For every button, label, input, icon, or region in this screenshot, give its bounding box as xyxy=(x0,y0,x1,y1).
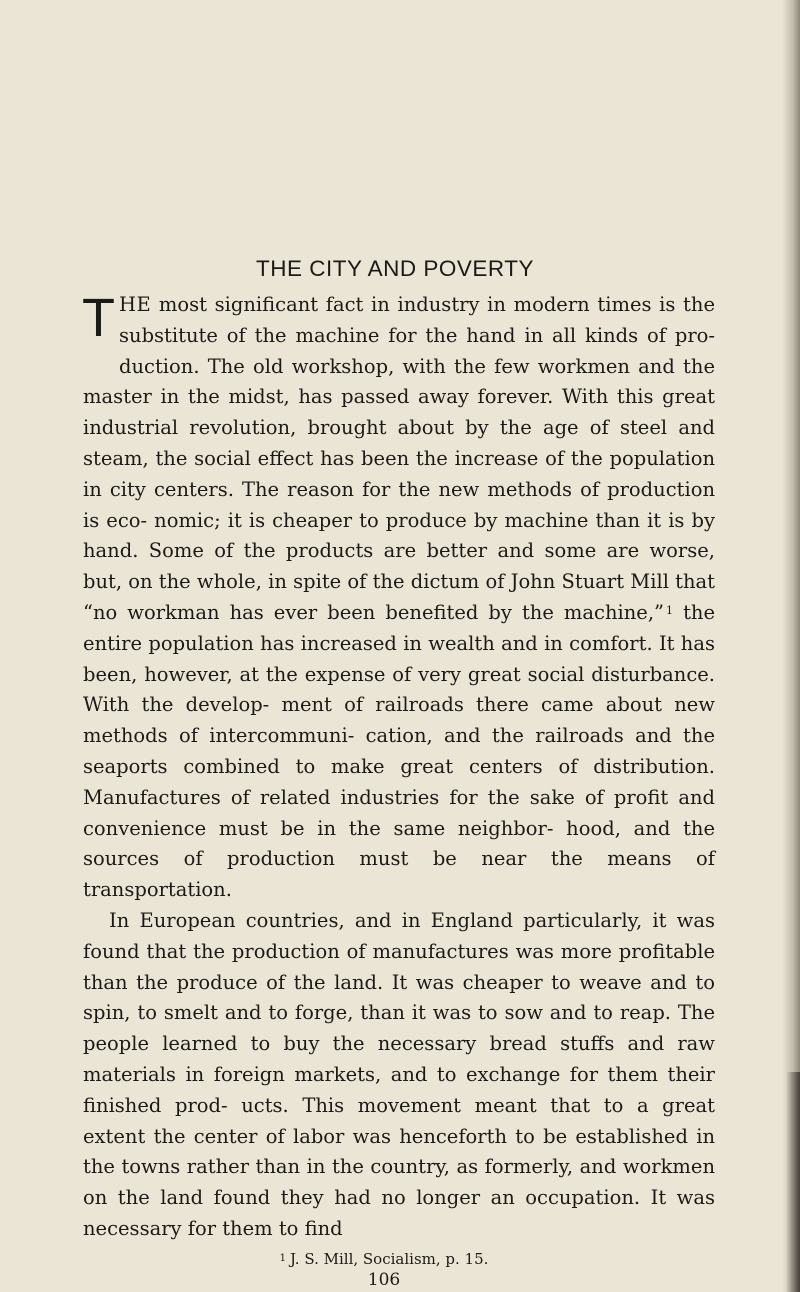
footnote-reference[interactable]: 1 xyxy=(666,603,674,617)
footnote-text: J. S. Mill, Socialism, p. 15. xyxy=(289,1249,489,1268)
lead-caps: HE xyxy=(119,293,152,316)
page-corner-shadow xyxy=(786,1072,800,1292)
footnote xyxy=(53,1249,715,1269)
paragraph-1 xyxy=(83,290,715,906)
paragraph-1-text-b: the entire population has increased in wealth and in comfort. It has been, however, at the expense of very great social disturbance. With the develop- ment of railroads there came about new methods of intercommuni- cation, and the railroads and the seaports combined to make great centers of distribution. Manufactures of related industries for the sake of profit and convenience must be in the same neighbor- hood, and the sources of production must be near the means of transportation. xyxy=(83,600,715,902)
drop-cap: T xyxy=(82,288,115,348)
paragraph-1-text-a: most significant fact in industry in modern times is the substitute of the machine for the hand in all kinds of pro- duction. The old workshop, with the few workmen and the master in the midst, has passed away forever. With this great industrial revolution, brought about by the age of steel and steam, the social effect has been the increase of the population in city centers. The reason for the new methods of production is eco- nomic; it is cheaper to produce by machine than it is by hand. Some of the products are better and some are worse, but, on the whole, in spite of the dictum of John Stuart Mill that “no workman has ever been benefited by the machine,” xyxy=(83,293,715,624)
running-head: THE CITY AND POVERTY xyxy=(256,256,534,281)
footnote-marker: 1 xyxy=(279,1252,286,1264)
page-number: 106 xyxy=(367,1269,401,1290)
paragraph-2: In European countries, and in England particularly, it was found that the production of manufactures was more profitable than the produce of the land. It was cheaper to weave and to spin, to smelt and to forge, than it was to sow and to reap. The people learned to buy the necessary bread stuffs and raw materials in foreign markets, and to exchange for them their finished prod- ucts. This movement meant that to a great extent the center of labor was henceforth to be established in the towns rather than in the country, as formerly, and workmen on the land found they had no longer an occupation. It was necessary for them to find xyxy=(83,908,715,1240)
page-content xyxy=(83,254,715,1291)
